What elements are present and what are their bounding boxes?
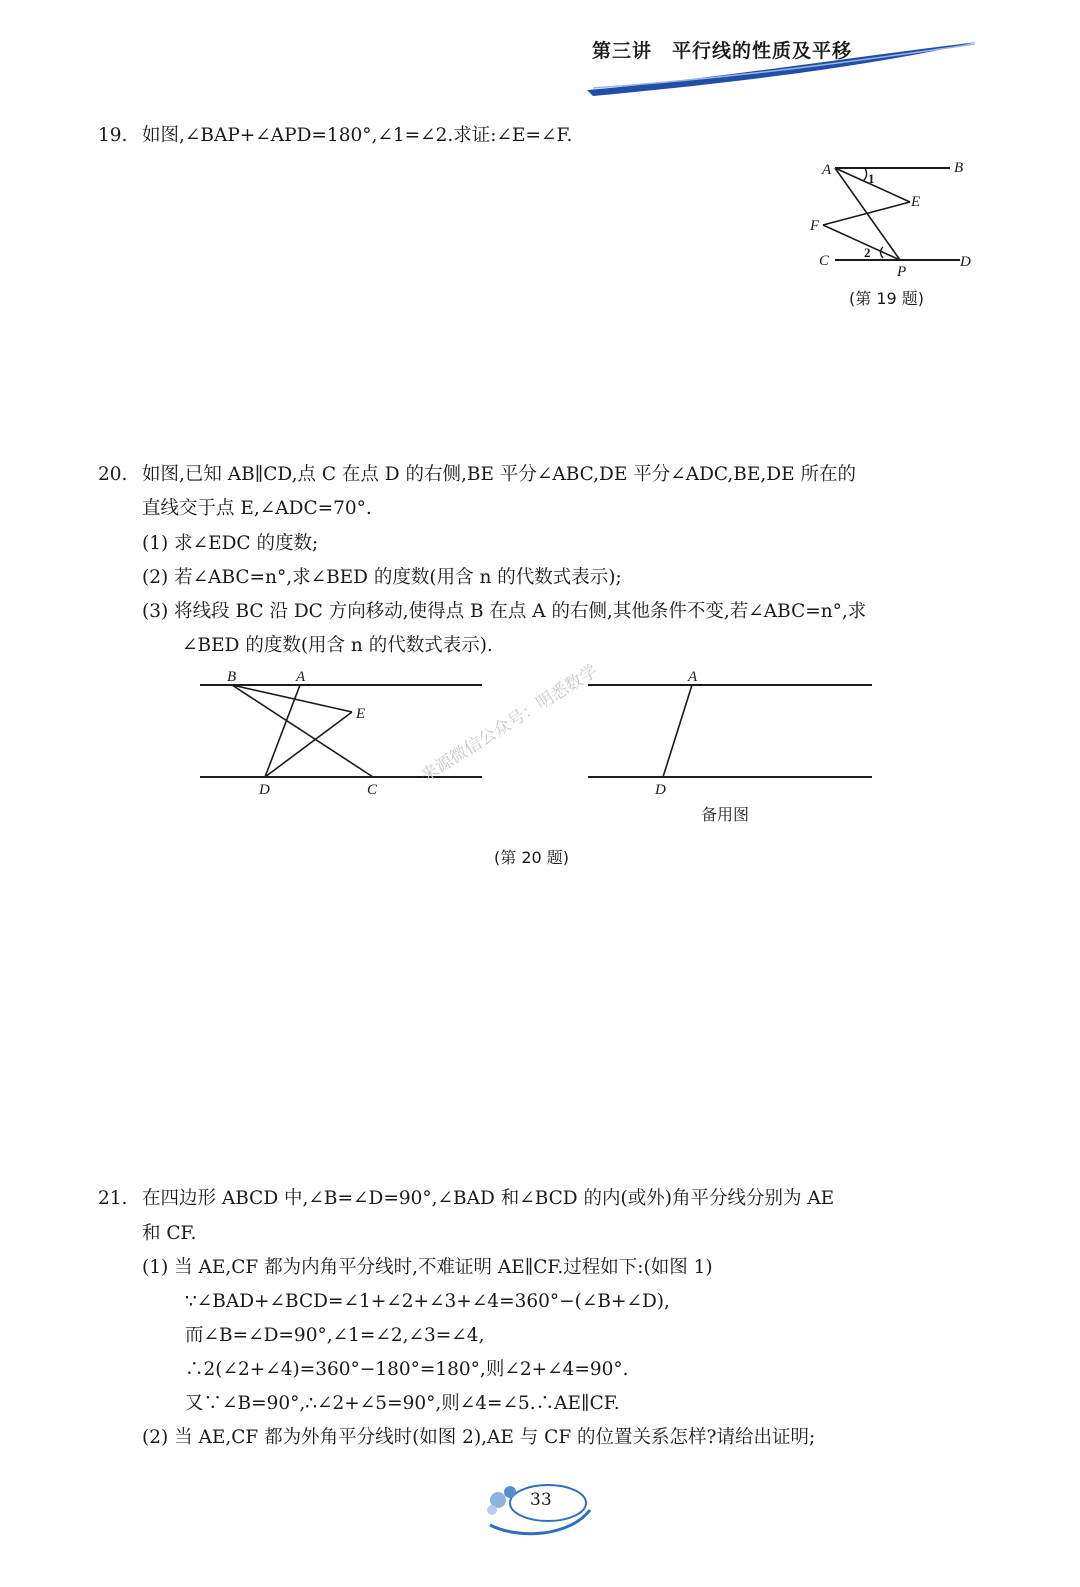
question-20-line-2: 直线交于点 E,∠ADC=70°. [142,498,372,519]
question-20-part-1: (1) 求∠EDC 的度数; [142,533,319,554]
question-20-part-3: (3) 将线段 BC 沿 DC 方向移动,使得点 B 在点 A 的右侧,其他条件不变,若∠ABC=n°,求 [142,601,867,622]
fig20-label-a: A [296,669,306,685]
fig19-label-e: E [911,194,921,210]
chapter-title: 第三讲 平行线的性质及平移 [592,40,853,62]
question-21-line-2: 和 CF. [142,1223,197,1244]
question-20-part-3-cont: ∠BED 的度数(用含 n 的代数式表示). [182,635,493,656]
fig19-label-f: F [810,218,820,234]
fig19-label-c: C [819,253,830,269]
fig19-label-d: D [960,254,971,270]
question-21-proof-line-4: 又∵∠B=90°,∴∠2+∠5=90°,则∠4=∠5.∴AE∥CF. [185,1393,620,1414]
watermark: 来源微信公众号：明悉数学 [417,661,602,787]
fig19-angle-2-label: 2 [864,245,871,260]
question-20-figure-spare [585,665,880,800]
question-20-number: 20. [98,464,128,485]
question-20-part-2: (2) 若∠ABC=n°,求∠BED 的度数(用含 n 的代数式表示); [142,567,622,588]
page-number: 33 [530,1490,552,1510]
question-21-proof-line-1: ∵∠BAD+∠BCD=∠1+∠2+∠3+∠4=360°−(∠B+∠D), [185,1291,670,1312]
question-20-caption: (第 20 题) [494,848,570,867]
question-21-part-1-intro: (1) 当 AE,CF 都为内角平分线时,不难证明 AE∥CF.过程如下:(如图 1) [142,1257,713,1278]
header-swoosh-decoration [585,38,980,98]
question-20-line-1: 如图,已知 AB∥CD,点 C 在点 D 的右侧,BE 平分∠ABC,DE 平分∠ADC,BE,DE 所在的 [142,464,857,485]
fig20-label-d: D [259,782,270,798]
question-20-spare-caption: 备用图 [701,805,750,824]
question-19-caption: (第 19 题) [849,289,925,308]
question-20-figure-main [195,665,490,800]
fig19-angle-1-label: 1 [868,171,875,186]
question-19-figure [805,150,985,285]
question-19-text: 如图,∠BAP+∠APD=180°,∠1=∠2.求证:∠E=∠F. [142,125,573,146]
fig20-spare-label-d: D [655,782,666,798]
question-21-proof-line-3: ∴2(∠2+∠4)=360°−180°=180°,则∠2+∠4=90°. [185,1359,629,1380]
fig19-label-p: P [897,264,907,280]
question-21-part-2: (2) 当 AE,CF 都为外角平分线时(如图 2),AE 与 CF 的位置关系怎样?请给出证明; [142,1427,816,1448]
question-21-proof-line-2: 而∠B=∠D=90°,∠1=∠2,∠3=∠4, [185,1325,485,1346]
fig20-spare-label-a: A [688,669,698,685]
fig20-label-c: C [367,782,378,798]
fig19-label-b: B [954,160,964,176]
fig20-label-b: B [227,669,237,685]
question-19-number: 19. [98,125,128,146]
question-21-number: 21. [98,1188,128,1209]
fig20-label-e: E [356,706,366,722]
question-21-line-1: 在四边形 ABCD 中,∠B=∠D=90°,∠BAD 和∠BCD 的内(或外)角平分线分别为 AE [142,1188,835,1209]
fig19-label-a: A [822,162,832,178]
